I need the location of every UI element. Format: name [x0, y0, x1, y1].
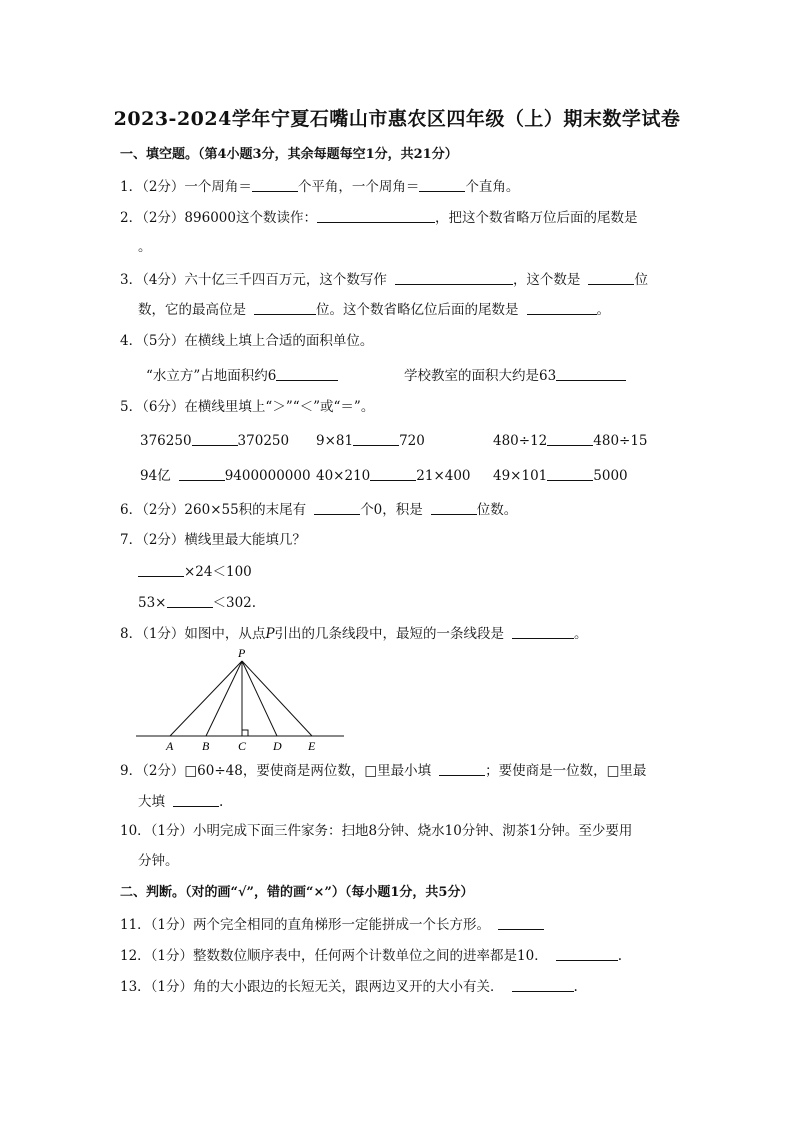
q7-text-b: ×24＜100: [184, 564, 252, 580]
answer-blank[interactable]: [138, 562, 184, 577]
q4-text-a: 4．（5分）在横线上填上合适的面积单位。: [120, 333, 374, 349]
question-7-item-1: [138, 562, 252, 581]
compare-right: 720: [399, 433, 425, 449]
q3-text-c: 位: [634, 272, 648, 288]
q11-text-a: 11．（1分）两个完全相同的直角梯形一定能拼成一个长方形。: [120, 917, 491, 933]
answer-blank[interactable]: [192, 431, 238, 446]
segment-pe: [242, 661, 312, 736]
question-5: [120, 398, 374, 416]
q10-text-b: 分钟。: [138, 853, 179, 869]
section-heading-judgment: 二、判断。（对的画“√”，错的画“×”）（每小题1分，共5分）: [120, 885, 474, 900]
q13-text-b: .: [573, 979, 578, 995]
compare-right: 480÷15: [593, 433, 648, 449]
answer-blank[interactable]: [314, 500, 360, 515]
q8-text-b: 引出的几条线段中，最短的一条线段是: [274, 626, 505, 642]
label-e: E: [308, 739, 316, 753]
answer-blank[interactable]: [431, 500, 477, 515]
compare-item: [140, 466, 311, 485]
compare-item: [493, 431, 648, 450]
question-10: [120, 822, 632, 840]
answer-blank[interactable]: [547, 466, 593, 481]
q2-text-a: 2．（2分）896000这个数读作：: [120, 210, 317, 226]
q9-text-d: .: [219, 794, 224, 810]
question-6: [120, 500, 517, 519]
right-angle-mark: [242, 730, 248, 736]
label-a: A: [166, 739, 174, 753]
question-2: [120, 208, 637, 227]
question-3: [120, 270, 648, 289]
question-2-cont: [138, 238, 152, 256]
section-heading-fill-blanks: 一、填空题。（第4小题3分，其余每题每空1分，共21分）: [120, 147, 458, 162]
answer-blank[interactable]: [370, 466, 416, 481]
question-4-item-1: [146, 366, 338, 385]
q10-text-a: 10．（1分）小明完成下面三件家务：扫地8分钟、烧水10分钟、沏茶1分钟。至少要用: [120, 823, 633, 839]
compare-right: 370250: [237, 433, 290, 449]
q3-text-d: 数，它的最高位是: [138, 302, 246, 318]
compare-right: 9400000000: [224, 468, 311, 484]
q6-text-c: 位数。: [476, 502, 518, 518]
q2-text-c: 。: [138, 239, 152, 255]
answer-blank[interactable]: [512, 977, 574, 992]
question-7: [120, 531, 306, 549]
question-8: [120, 624, 588, 643]
compare-left: 9×81: [316, 433, 354, 449]
q9-text-c: 大填: [138, 794, 165, 810]
answer-blank[interactable]: [588, 270, 634, 285]
answer-blank[interactable]: [179, 466, 225, 481]
question-3-cont: [138, 300, 610, 319]
compare-left: 480÷12: [493, 433, 548, 449]
answer-blank[interactable]: [556, 366, 626, 381]
q1-text-b: 个平角，一个周角＝: [297, 179, 420, 195]
q8-point-p: P: [265, 626, 275, 642]
q12-text-a: 12．（1分）整数数位顺序表中，任何两个计数单位之间的进率都是10．: [120, 948, 548, 964]
q12-text-b: .: [617, 948, 622, 964]
question-9: [120, 761, 646, 780]
q3-text-f: 。: [596, 302, 610, 318]
answer-blank[interactable]: [547, 431, 593, 446]
question-11: [120, 915, 544, 934]
q2-text-b: ，把这个数省略万位后面的尾数是: [434, 210, 638, 226]
answer-blank[interactable]: [527, 300, 597, 315]
answer-blank[interactable]: [167, 593, 213, 608]
q7-text-d: ＜302.: [212, 595, 257, 611]
answer-blank[interactable]: [395, 270, 513, 285]
question-1: [120, 177, 519, 196]
q4-text-b: “水立方”占地面积约6: [146, 368, 277, 384]
question-9-cont: [138, 792, 223, 811]
q1-text-c: 个直角。: [465, 179, 520, 195]
compare-left: 376250: [140, 433, 192, 449]
compare-item: [493, 466, 628, 485]
compare-item: [316, 431, 425, 450]
compare-item: [140, 431, 289, 450]
answer-blank[interactable]: [173, 792, 219, 807]
answer-blank[interactable]: [439, 761, 485, 776]
q1-text-a: 1．（2分）一个周角＝: [120, 179, 252, 195]
compare-left: 40×210: [316, 468, 371, 484]
q5-text-a: 5．（6分）在横线里填上“＞”“＜”或“＝”。: [120, 399, 375, 415]
answer-blank[interactable]: [276, 366, 338, 381]
question-12: [120, 946, 622, 965]
label-b: B: [202, 739, 210, 753]
q9-text-b: ；要使商是一位数，□里最: [485, 763, 647, 779]
label-c: C: [238, 739, 247, 753]
q8-text-a: 8．（1分）如图中，从点: [120, 626, 266, 642]
answer-blank[interactable]: [252, 177, 298, 192]
question-10-cont: [138, 852, 179, 870]
q13-text-a: 13．（1分）角的大小跟边的长短无关，跟两边叉开的大小有关．: [120, 979, 504, 995]
answer-blank[interactable]: [512, 624, 574, 639]
answer-blank[interactable]: [498, 915, 544, 930]
label-p: P: [238, 646, 246, 660]
q3-text-b: ，这个数是: [512, 272, 581, 288]
compare-right: 21×400: [416, 468, 471, 484]
page-title: 2023-2024学年宁夏石嘴山市惠农区四年级（上）期末数学试卷: [113, 108, 681, 130]
q7-text-a: 7．（2分）横线里最大能填几？: [120, 532, 306, 548]
compare-right: 5000: [593, 468, 628, 484]
answer-blank[interactable]: [419, 177, 465, 192]
answer-blank[interactable]: [556, 946, 618, 961]
segment-pb: [206, 661, 242, 736]
question-4-item-2: [404, 366, 626, 385]
q3-text-a: 3．（4分）六十亿三千四百万元，这个数写作: [120, 272, 387, 288]
q9-text-a: 9．（2分）□60÷48，要使商是两位数，□里最小填: [120, 763, 432, 779]
answer-blank[interactable]: [353, 431, 399, 446]
q4-text-c: 学校教室的面积大约是63: [404, 368, 557, 384]
segment-pa: [170, 661, 242, 736]
q8-text-c: 。: [574, 626, 588, 642]
line-segments-figure: [136, 646, 344, 756]
compare-left: 94亿: [140, 468, 171, 484]
label-d: D: [273, 739, 282, 753]
answer-blank[interactable]: [317, 208, 435, 223]
q6-text-b: 个0，积是: [360, 502, 423, 518]
segment-pd: [242, 661, 277, 736]
question-4: [120, 332, 373, 350]
question-13: [120, 977, 578, 996]
compare-item: [316, 466, 471, 485]
answer-blank[interactable]: [254, 300, 316, 315]
compare-left: 49×101: [493, 468, 548, 484]
q7-text-c: 53×: [138, 595, 167, 611]
question-7-item-2: [138, 593, 256, 612]
q6-text-a: 6．（2分）260×55积的末尾有: [120, 502, 307, 518]
q3-text-e: 位。这个数省略亿位后面的尾数是: [316, 302, 519, 318]
